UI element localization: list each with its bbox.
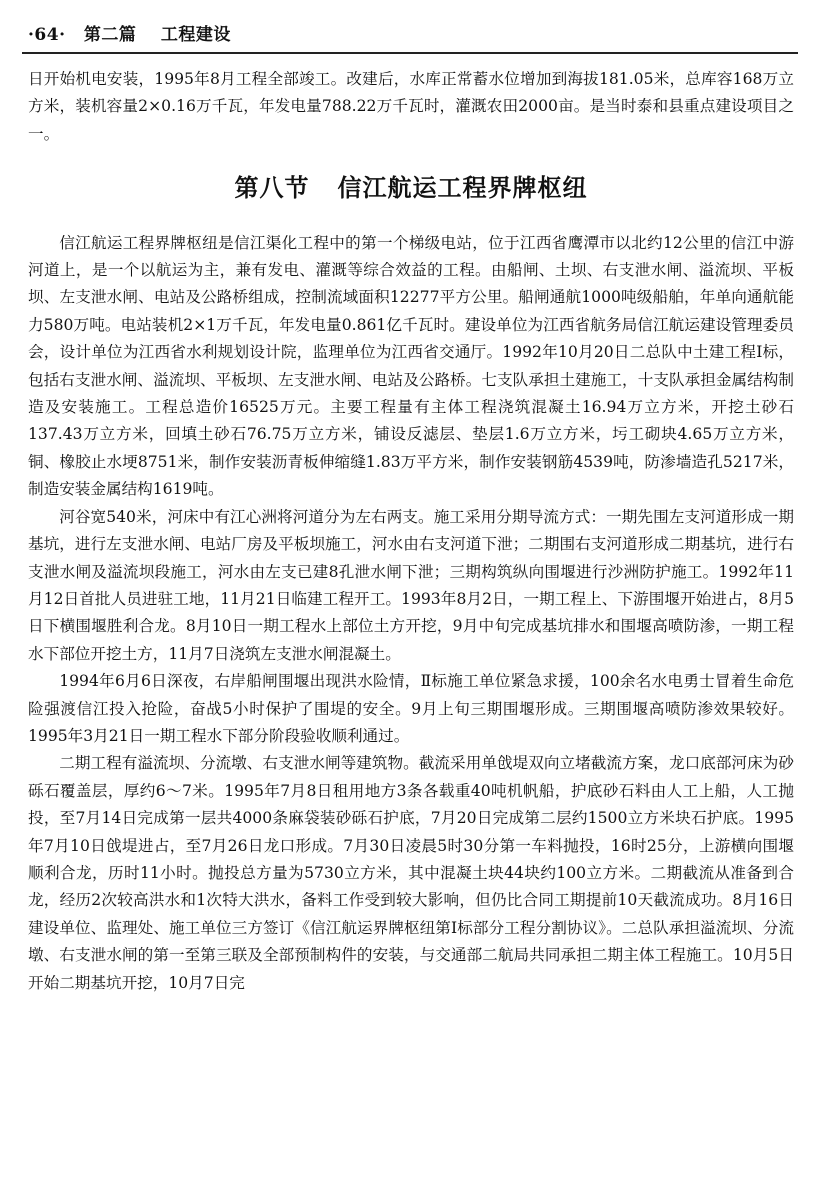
paragraph-4: 二期工程有溢流坝、分流墩、右支泄水闸等建筑物。截流采用单戗堤双向立堵截流方案，龙口底部河床为砂砾石覆盖层，厚约6～7米。1995年7月8日租用地方3条各载重40吨机帆船，护底砂石料由人工上船，人工抛投，至7月14日完成第一层共4000条麻袋装砂砾石护底，7月20日完成第二层约1500立方米块石护底。1995年7月10日戗堤进占，至7月26日龙口形成。7月30日凌晨5时30分第一车料抛投，16时25分，上游横向围堰顺利合龙，历时11小时。抛投总方量为5730立方米，其中混凝土块44块约100立方米。二期截流从准备到合龙，经历2次较高洪水和1次特大洪水，备料工作受到较大影响，但仍比合同工期提前10天截流成功。8月16日建设单位、监理处、施工单位三方签订《信江航运界牌枢纽第Ⅰ标部分工程分割协议》。二总队承担溢流坝、分流墩、右支泄水闸的第一至第三联及全部预制构件的安装，与交通部二航局共同承担二期主体工程施工。10月5日开始二期基坑开挖，10月7日完	[28, 754, 794, 992]
section-number: 第八节	[234, 173, 310, 203]
running-header	[28, 20, 792, 51]
paragraph-1: 信江航运工程界牌枢纽是信江渠化工程中的第一个梯级电站，位于江西省鹰潭市以北约12公里的信江中游河道上，是一个以航运为主，兼有发电、灌溉等综合效益的工程。由船闸、土坝、右支泄水闸、溢流坝、平板坝、左支泄水闸、电站及公路桥组成，控制流域面积12277平方公里。船闸通航1000吨级船舶，年单向通航能力580万吨。电站装机2×1万千瓦，年发电量0.861亿千瓦时。建设单位为江西省航务局信江航运建设管理委员会，设计单位为江西省水利规划设计院，监理单位为江西省交通厅。1992年10月20日二总队中土建工程Ⅰ标，包括右支泄水闸、溢流坝、平板坝、左支泄水闸、电站及公路桥。七支队承担土建施工，十支队承担金属结构制造及安装施工。工程总造价16525万元。主要工程量有主体工程浇筑混凝土16.94万立方米，开挖土砂石137.43万立方米，回填土砂石76.75万立方米，铺设反滤层、垫层1.6万立方米，圬工砌块4.65万立方米，铜、橡胶止水埂8751米，制作安装沥青板伸缩缝1.83万平方米，制作安装钢筋4539吨，防渗墙造孔5217米，制造安装金属结构1619吨。	[28, 233, 794, 499]
paragraph-3: 1994年6月6日深夜，右岸船闸围堰出现洪水险情，Ⅱ标施工单位紧急求援，100余名水电勇士冒着生命危险强渡信江投入抢险，奋战5小时保护了围堤的安全。9月上旬三期围堰形成。三期围堰高喷防渗效果较好。1995年3月21日一期工程水下部分阶段验收顺利通过。	[28, 672, 794, 745]
page-number: ·64·	[28, 25, 66, 45]
chapter-title: 工程建设	[160, 25, 231, 45]
section-heading	[28, 174, 794, 201]
header-rule	[22, 52, 798, 54]
page-body	[28, 66, 794, 997]
paragraph-2: 河谷宽540米，河床中有江心洲将河道分为左右两支。施工采用分期导流方式：一期先围左支河道形成一期基坑，进行左支泄水闸、电站厂房及平板坝施工，河水由右支河道下泄；二期围右支河道形成二期基坑，进行右支泄水闸及溢流坝段施工，河水由左支已建8孔泄水闸下泄；三期构筑纵向围堰进行沙洲防护施工。1992年11月12日首批人员进驻工地，11月21日临建工程开工。1993年8月2日，一期工程上、下游围堰开始进占，8月5日下横围堰胜利合龙。8月10日一期工程水上部位土方开挖，9月中旬完成基坑排水和围堰高喷防渗，一期工程水下部位开挖土方，11月7日浇筑左支泄水闸混凝土。	[28, 507, 794, 663]
part-title: 第二篇	[83, 25, 137, 45]
section-title: 信江航运工程界牌枢纽	[337, 173, 588, 203]
intro-paragraph: 日开始机电安装，1995年8月工程全部竣工。改建后，水库正常蓄水位增加到海拔181.05米，总库容168万立方米，装机容量2×0.16万千瓦，年发电量788.22万千瓦时，灌溉农田2000亩。是当时泰和县重点建设项目之一。	[28, 70, 794, 143]
